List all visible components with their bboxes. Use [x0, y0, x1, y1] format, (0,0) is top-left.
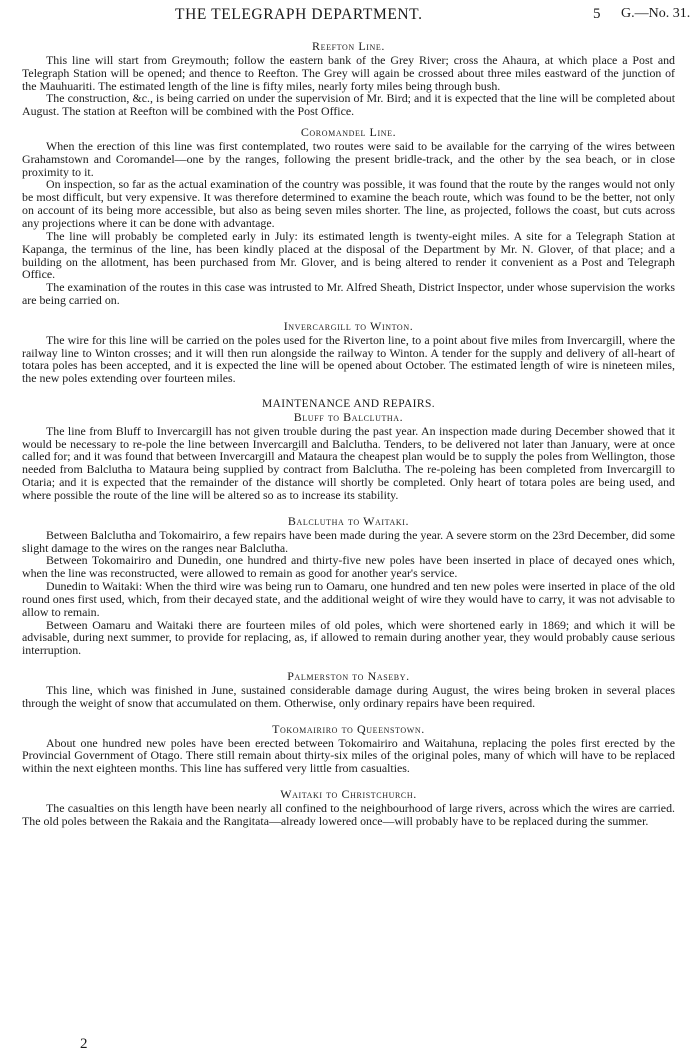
- paragraph: About one hundred new poles have been erected between Tokomairiro and Waitahuna, replacing the poles first erected by the Provincial Government of Otago. There still remain about thirty-six miles of the original poles, many of which will have to be replaced within the next eighteen months. This line has suffered very little from casualties.: [22, 735, 675, 776]
- section-title: Palmerston to Naseby.: [287, 669, 410, 684]
- paragraph: This line will start from Greymouth; follow the eastern bank of the Grey River; cross the Ahaura, at which place a Post and Telegraph Station will be opened; and thence to Reefton. The Grey will again be crossed about three miles eastward of the junction of the Mauhuariti. The estimated length of the line is fifty miles, nearly forty miles being through bush.: [22, 52, 675, 93]
- paragraph: The wire for this line will be carried on the poles used for the Riverton line, to a point about five miles from Invercargill, where the railway line to Winton crosses; and it will then run alongside the railway to Winton. A tender for the supply and delivery of all-heart of totara poles has been accepted, and it is expected the line will be opened about October. The estimated length of wire is nineteen miles, the new poles extending over fourteen miles.: [22, 332, 675, 386]
- paragraph: The line from Bluff to Invercargill has not given trouble during the past year. An inspection made during December showed that it would be necessary to re-pole the line between Invercargill and Balclutha. Tenders, to be delivered not later than January, were at once called for; and it was found that between Invercargill and Mataura the cheapest plan would be to supply the poles from Wellington, those needed from Balclutha to Mataura being supplied by contract from Balclutha. The re-poleing has been completed from Invercargill to Otaria; and it is expected that the remainder of the distance will shortly be completed. Only heart of totara poles are being used, and where possible the route of the line will be altered so as to increase its stability.: [22, 423, 675, 502]
- section-coromandel-line: [22, 126, 675, 307]
- section-title: Invercargill to Winton.: [283, 318, 414, 333]
- page-header: [0, 6, 700, 26]
- document-body: [22, 40, 675, 828]
- section-waitaki-to-christchurch: [22, 788, 675, 828]
- section-title: Balclutha to Waitaki.: [287, 513, 410, 528]
- section-title: Waitaki to Christchurch.: [280, 787, 417, 802]
- section-tokomairiro-to-queenstown: [22, 723, 675, 775]
- paragraph: The construction, &c., is being carried on under the supervision of Mr. Bird; and it is expected that the line will be completed about August. The station at Reefton will be combined with the Post Office.: [22, 91, 675, 119]
- section-title: Coromandel Line.: [300, 125, 397, 140]
- paragraph: Between Balclutha and Tokomairiro, a few repairs have been made during the year. A severe storm on the 23rd December, did some slight damage to the wires on the ranges near Balclutha.: [22, 527, 675, 555]
- paragraph: This line, which was finished in June, sustained considerable damage during August, the wires being broken in several places through the weight of snow that accumulated on them. Otherwise, only ordinary repairs have been required.: [22, 682, 675, 710]
- paragraph: Between Oamaru and Waitaki there are fourteen miles of old poles, which were shortened early in 1869; and which it will be advisable, during next summer, to provide for replacing, as, if allowed to remain during another year, they would probably cause serious interruption.: [22, 617, 675, 658]
- section-title: Tokomairiro to Queenstown.: [272, 721, 425, 736]
- paragraph: The line will probably be completed early in July: its estimated length is twenty-eight miles. A site for a Telegraph Station at Kapanga, the terminus of the line, has been kindly placed at the disposal of the Department by Mr. N. Glover, of that place; and a building on the allotment, has been purchased from Mr. Glover, and is being altered to render it convenient as a Post and Telegraph Office.: [22, 228, 675, 282]
- paragraph: Dunedin to Waitaki: When the third wire was being run to Oamaru, one hundred and ten new poles were inserted in place of the old round ones first used, which, from their decayed state, and the additional weight of wire they would have to carry, it was not advisable to allow to remain.: [22, 579, 675, 619]
- paragraph: The examination of the routes in this case was intrusted to Mr. Alfred Sheath, District Inspector, under whose supervision the works are being carried on.: [22, 280, 675, 308]
- main-heading: MAINTENANCE AND REPAIRS.: [261, 398, 436, 411]
- paragraph: When the erection of this line was first contemplated, two routes were said to be available for the carrying of the wires between Grahamstown and Coromandel—one by the ranges, following the present bridle-track, and the other by the sea beach, or in close proximity to it.: [22, 138, 675, 179]
- running-title: THE TELEGRAPH DEPARTMENT.: [175, 6, 423, 23]
- section-bluff-to-balclutha: [22, 398, 675, 502]
- section-title: Bluff to Balclutha.: [293, 409, 404, 424]
- paragraph: Between Tokomairiro and Dunedin, one hundred and thirty-five new poles have been inserted in place of decayed ones which, when the line was reconstructed, were allowed to remain as good for another year's service.: [22, 553, 675, 581]
- paragraph: On inspection, so far as the actual examination of the country was possible, it was found that the route by the ranges would not only be most difficult, but very expensive. It was therefore determined to examine the beach route, which was found to be the better, not only on account of its being more accessible, but also as being seven miles shorter. The line, as projected, follows the coast, but cuts across any projections where it can be done with advantage.: [22, 177, 675, 230]
- section-balclutha-to-waitaki: [22, 515, 675, 657]
- section-reefton-line: [22, 40, 675, 118]
- signature-number: 2: [80, 1036, 88, 1052]
- paragraph: The casualties on this length have been nearly all confined to the neighbourhood of large rivers, across which the wires are carried. The old poles between the Rakaia and the Rangitata—already lowered once—will probably have to be replaced during the summer.: [22, 800, 675, 828]
- page-number: 5: [593, 6, 601, 22]
- section-title: Reefton Line.: [312, 39, 385, 53]
- section-palmerston-to-naseby: [22, 670, 675, 710]
- document-reference: G.—No. 31.: [621, 6, 691, 21]
- section-invercargill-to-winton: [22, 320, 675, 385]
